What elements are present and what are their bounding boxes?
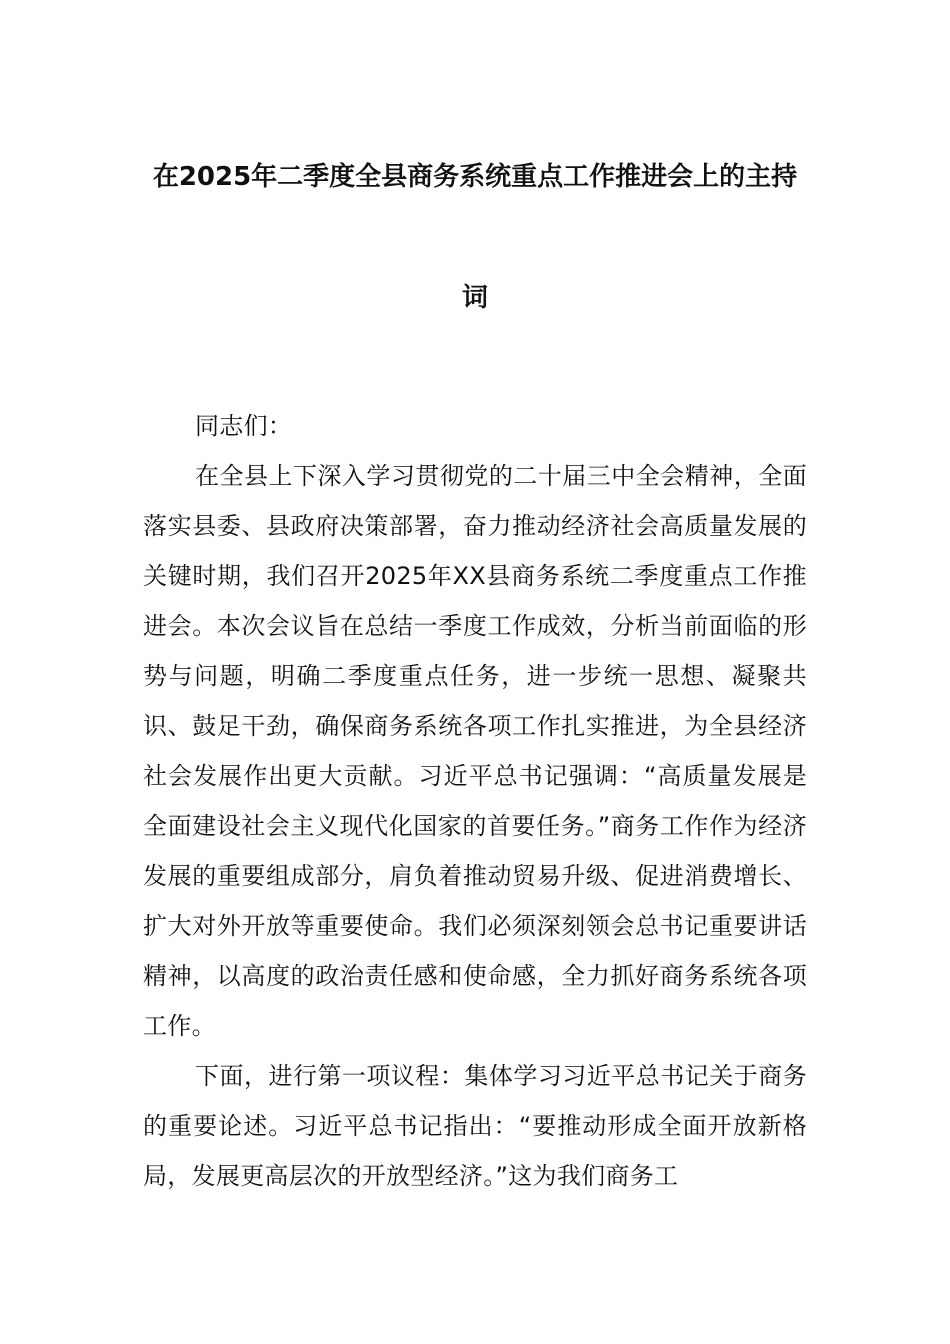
document-body — [143, 401, 807, 1201]
salutation: 同志们： — [195, 412, 293, 440]
document-title-line-2: 词 — [461, 283, 488, 313]
document-title-line-1: 在2025年二季度全县商务系统重点工作推进会上的主持 — [152, 162, 798, 192]
paragraph-1: 在全县上下深入学习贯彻党的二十届三中全会精神，全面落实县委、县政府决策部署，奋力推动经济社会高质量发展的关键时期，我们召开2025年XX县商务系统二季度重点工作推进会。本次会议旨在总结一季度工作成效，分析当前面临的形势与问题，明确二季度重点任务，进一步统一思想、凝聚共识、鼓足干劲，确保商务系统各项工作扎实推进，为全县经济社会发展作出更大贡献。习近平总书记强调：“高质量发展是全面建设社会主义现代化国家的首要任务。”商务工作作为经济发展的重要组成部分，肩负着推动贸易升级、促进消费增长、扩大对外开放等重要使命。我们必须深刻领会总书记重要讲话精神，以高度的政治责任感和使命感，全力抓好商务系统各项工作。 — [143, 462, 807, 1040]
paragraph-2: 下面，进行第一项议程：集体学习习近平总书记关于商务的重要论述。习近平总书记指出：“要推动形成全面开放新格局，发展更高层次的开放型经济。”这为我们商务工 — [143, 1062, 807, 1190]
